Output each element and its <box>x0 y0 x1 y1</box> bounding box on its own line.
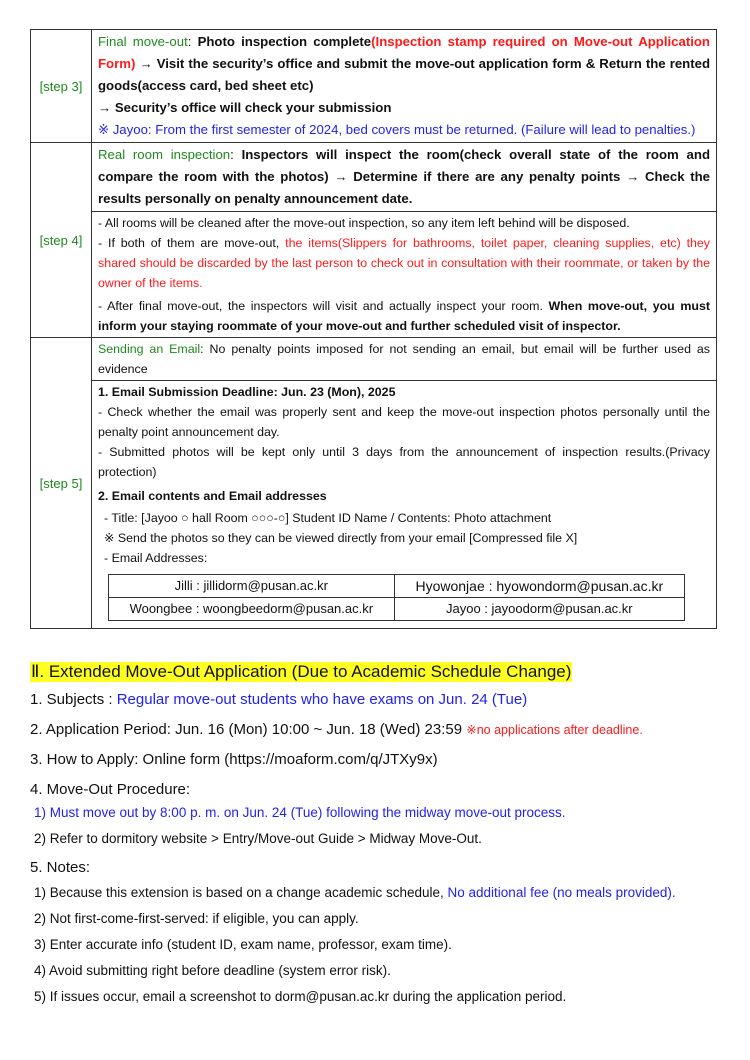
step-4-row <box>31 143 717 338</box>
note-2: 2) Not first-come-first-served: if eligible, you can apply. <box>34 911 359 926</box>
step-5-title: Sending an Email <box>98 342 201 356</box>
step-3-row <box>31 30 717 143</box>
note-1-text: 1) Because this extension is based on a change academic schedule, <box>34 885 448 900</box>
email-contents-heading: 2. Email contents and Email addresses <box>98 489 327 503</box>
email-row <box>109 575 685 598</box>
email-jayoo[interactable]: Jayoo : jayoodorm@pusan.ac.kr <box>394 598 684 621</box>
move-out-steps-table <box>30 29 717 629</box>
step-5-content <box>92 338 717 629</box>
step-3-label: [step 3] <box>31 30 92 143</box>
separator: : <box>187 34 198 49</box>
step-4-bullet-shared-red: the items(Slippers for bathrooms, toilet paper, cleaning supplies, etc) they shared should be discarded by the last person to check out in consultation with their roommate, or taken by the owner of the items. <box>98 236 711 290</box>
subjects-line <box>30 690 730 710</box>
step-5-text: No penalty points imposed for not sending an email, but email will be further used as evidence <box>98 342 711 376</box>
step-3-visit-text: → Visit the security’s office and submit the move-out application form & Return the rented goods(access card, bed sheet etc) <box>98 56 710 93</box>
procedure-heading: 4. Move-Out Procedure: <box>30 781 191 798</box>
step-3-text: Photo inspection complete <box>197 34 372 49</box>
note-3: 3) Enter accurate info (student ID, exam name, professor, exam time). <box>34 937 452 952</box>
step-3-content <box>92 30 717 143</box>
step-4-bullet-cleaning: - All rooms will be cleaned after the move-out inspection, so any item left behind will be disposed. <box>98 216 630 230</box>
email-hyowonjae[interactable]: Hyowonjae : hyowondorm@pusan.ac.kr <box>394 575 684 598</box>
step-4-label: [step 4] <box>31 143 92 338</box>
email-woongbee[interactable]: Woongbee : woongbeedorm@pusan.ac.kr <box>109 598 395 621</box>
email-deadline-bullet-2: - Submitted photos will be kept only until 3 days from the announcement of inspection results.(Privacy protection) <box>98 445 710 479</box>
step-3-stamp-note: (Inspection stamp required on Move-out Application Form) <box>98 34 710 71</box>
how-to-apply-line[interactable]: 3. How to Apply: Online form (https://moaform.com/q/JTXy9x) <box>30 751 438 768</box>
separator: : <box>230 147 242 162</box>
email-deadline-heading: 1. Email Submission Deadline: Jun. 23 (Mon), 2025 <box>98 385 396 399</box>
separator: : <box>200 342 210 356</box>
note-4: 4) Avoid submitting right before deadline (system error risk). <box>34 963 391 978</box>
subjects-label: 1. Subjects : <box>30 691 117 708</box>
step-4-bullet-inspectors-prefix: - After final move-out, the inspectors will visit and actually inspect your room. <box>98 299 549 313</box>
procedure-step-2: 2) Refer to dormitory website > Entry/Move-out Guide > Midway Move-Out. <box>34 831 482 846</box>
subjects-value: Regular move-out students who have exams on Jun. 24 (Tue) <box>116 691 528 708</box>
step-5-row <box>31 338 717 629</box>
email-addresses-label: - Email Addresses: <box>104 551 208 565</box>
note-5: 5) If issues occur, email a screenshot to dorm@pusan.ac.kr during the application period. <box>34 989 567 1004</box>
step-5-label: [step 5] <box>31 338 92 629</box>
step-4-bullet-shared-items <box>98 233 710 293</box>
step-4-title: Real room inspection <box>98 147 231 162</box>
email-jilli[interactable]: Jilli : jillidorm@pusan.ac.kr <box>109 575 395 598</box>
extended-move-out-section <box>30 662 730 1014</box>
notes-heading: 5. Notes: <box>30 859 91 876</box>
step-3-title: Final move-out <box>98 34 188 49</box>
note-1 <box>30 884 730 902</box>
procedure-step-1: 1) Must move out by 8:00 p. m. on Jun. 24 (Tue) following the midway move-out process. <box>34 805 566 820</box>
email-row <box>109 598 685 621</box>
email-title-format: - Title: [Jayoo ○ hall Room ○○○-○] Student ID Name / Contents: Photo attachment <box>104 511 552 525</box>
step-4-bullet-shared-prefix: - If both of them are move-out, <box>98 236 286 250</box>
step-4-content <box>92 143 717 338</box>
step-4-bullet-inspectors <box>98 296 710 336</box>
step-4-bullet-inspectors-bold: When move-out, you must inform your staying roommate of your move-out and further scheduled visit of inspector. <box>98 299 710 333</box>
deadline-note: ※no applications after deadline. <box>466 723 643 737</box>
application-period-line <box>30 720 730 740</box>
section-2-title: Ⅱ. Extended Move-Out Application (Due to Academic Schedule Change) <box>31 662 572 681</box>
step-4-text: Inspectors will inspect the room(check overall state of the room and compare the room with the photos) → Determine if there are any penalty points → Check the results personally on penalty announcement date. <box>98 147 710 206</box>
email-compressed-note: ※ Send the photos so they can be viewed directly from your email [Compressed file X] <box>104 531 578 545</box>
email-deadline-bullet-1: - Check whether the email was properly sent and keep the move-out inspection photos personally until the penalty point announcement day. <box>98 405 710 439</box>
application-period: 2. Application Period: Jun. 16 (Mon) 10:00 ~ Jun. 18 (Wed) 23:59 <box>30 721 467 738</box>
step-3-check-text: → Security’s office will check your submission <box>98 100 392 115</box>
step-3-jayoo-note: ※ Jayoo: From the first semester of 2024, bed covers must be returned. (Failure will lead to penalties.) <box>98 122 696 137</box>
email-addresses-table <box>108 574 685 621</box>
note-1-fee: No additional fee (no meals provided). <box>447 885 676 900</box>
